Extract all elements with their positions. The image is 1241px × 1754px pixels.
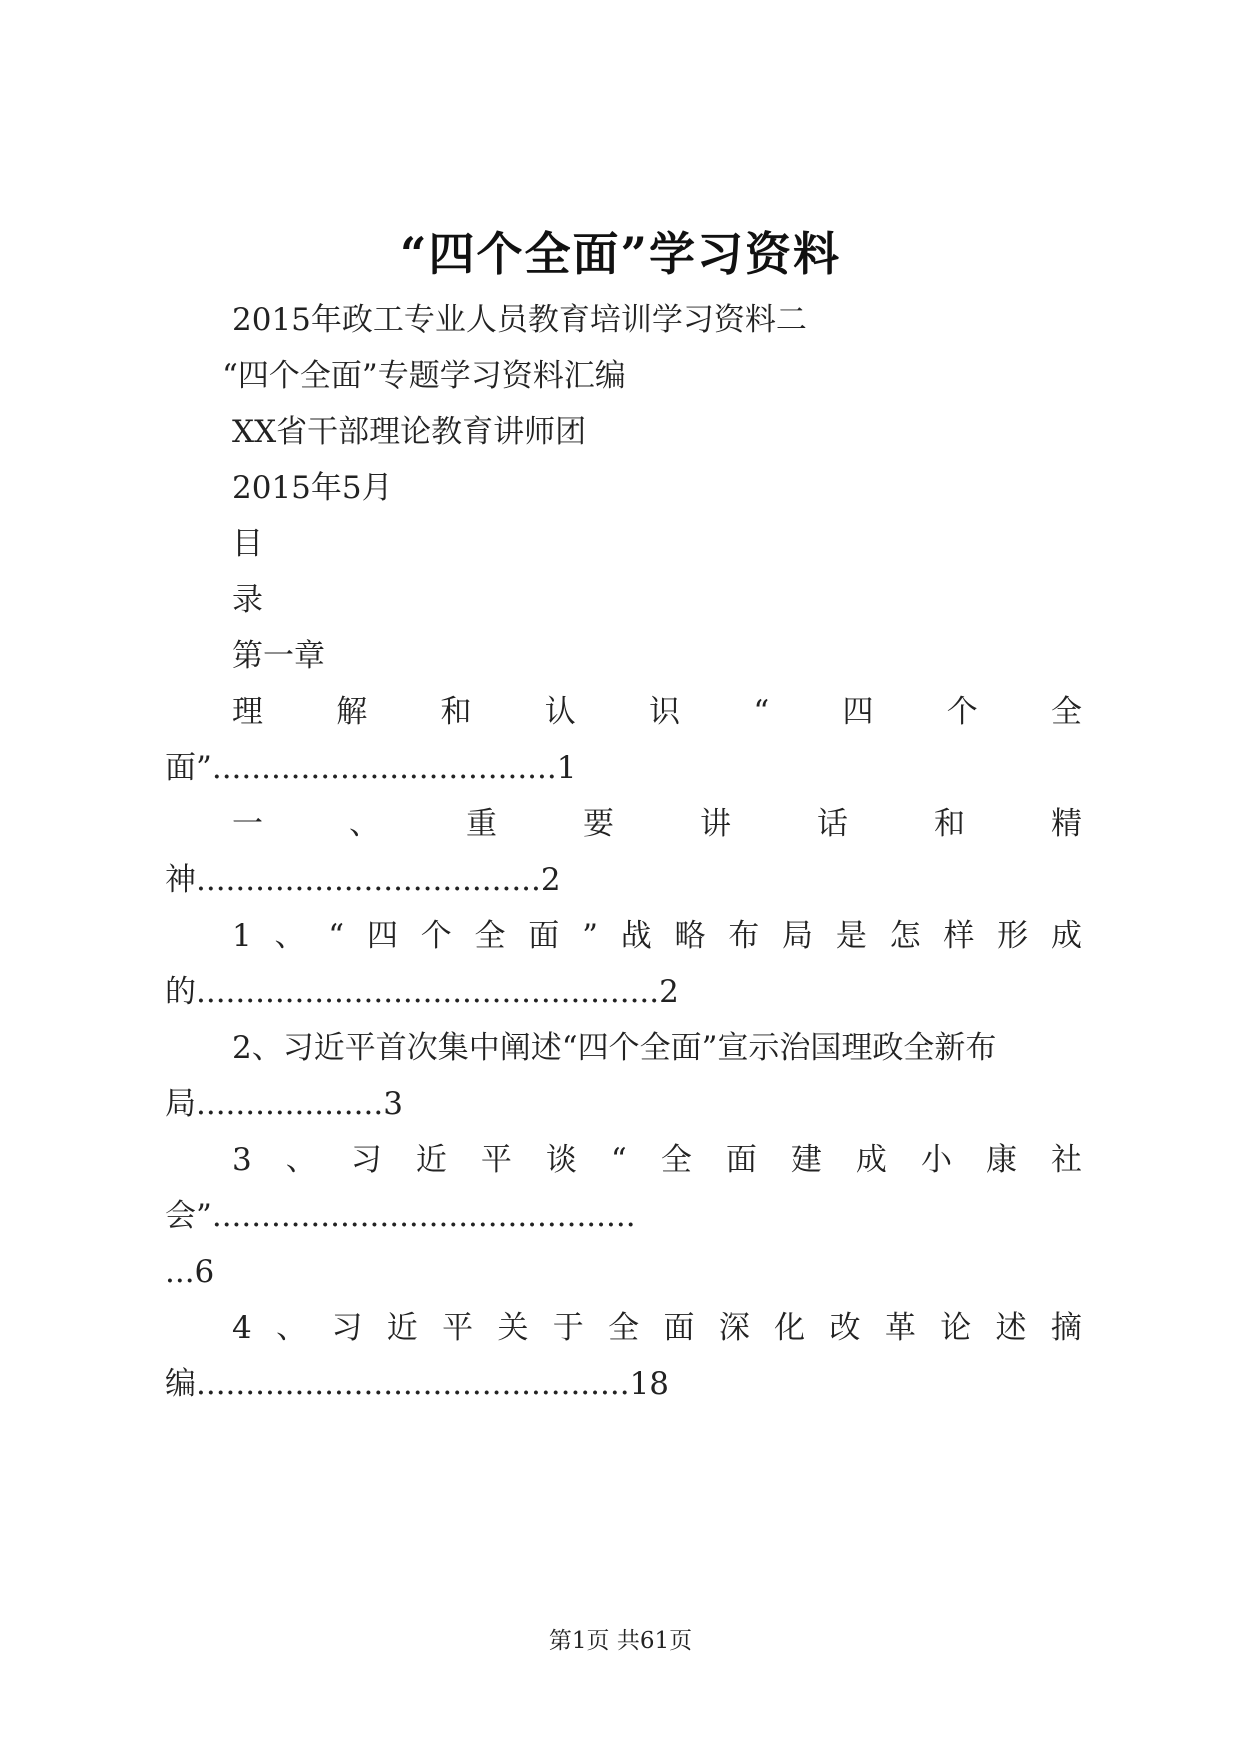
toc-spaced-char: 面 [528,918,560,954]
toc-entry-3-tail: 的...............................................2 [165,974,679,1010]
toc-spaced-char: 识 [649,694,681,730]
toc-spaced-char: 1 [232,918,252,954]
toc-spaced-char: 近 [386,1310,418,1346]
toc-spaced-char: 全 [608,1310,640,1346]
toc-spaced-char: 平 [480,1142,512,1178]
toc-spaced-char: 革 [884,1310,916,1346]
toc-spaced-char: 全 [1050,694,1082,730]
toc-entry-5-tail-continued: ...6 [165,1254,215,1290]
toc-spaced-char: 战 [620,918,652,954]
toc-entry-2-line [232,802,1082,846]
toc-spaced-char: 和 [440,694,472,730]
toc-entry-2-tail: 神...................................2 [165,862,561,898]
toc-spaced-char: 布 [728,918,760,954]
toc-spaced-char: 康 [985,1142,1017,1178]
toc-spaced-char: 全 [474,918,506,954]
toc-spaced-char: 成 [1050,918,1082,954]
toc-spaced-char: 四 [366,918,398,954]
toc-entry-4-tail: 局...................3 [165,1086,403,1122]
toc-spaced-char: 全 [660,1142,692,1178]
toc-spaced-char: 近 [415,1142,447,1178]
toc-spaced-char: 怎 [889,918,921,954]
toc-spaced-char: 习 [331,1310,363,1346]
subtitle-training-material: 2015年政工专业人员教育培训学习资料二 [232,302,807,338]
toc-spaced-char: 化 [774,1310,806,1346]
toc-entry-3-line [232,914,1082,958]
toc-spaced-char: 样 [943,918,975,954]
document-title: “四个全面”学习资料 [400,227,841,281]
toc-spaced-char: 、 [276,1310,308,1346]
toc-spaced-char: 个 [946,694,978,730]
toc-spaced-char: ” [582,918,598,954]
toc-spaced-char: 4 [232,1310,252,1346]
toc-spaced-char: 、 [285,1142,317,1178]
toc-spaced-char: 面 [725,1142,757,1178]
toc-spaced-char: 是 [835,918,867,954]
toc-spaced-char: 论 [940,1310,972,1346]
toc-entry-5-tail: 会”........................................... [165,1198,636,1234]
toc-spaced-char: 平 [442,1310,474,1346]
toc-spaced-char: “ [610,1142,627,1178]
toc-entry-5-line [232,1138,1082,1182]
date-line: 2015年5月 [232,470,393,506]
toc-spaced-char: 社 [1051,1142,1082,1178]
toc-heading-part1: 目 [232,526,263,562]
toc-heading-part2: 录 [232,582,263,618]
toc-spaced-char: 习 [350,1142,382,1178]
toc-spaced-char: 形 [997,918,1029,954]
toc-spaced-char: 一 [232,806,263,842]
issuer-line: XX省干部理论教育讲师团 [232,414,587,450]
toc-spaced-char: 面 [663,1310,695,1346]
toc-spaced-char: 述 [995,1310,1027,1346]
chapter-heading: 第一章 [232,638,325,674]
toc-spaced-char: 谈 [545,1142,577,1178]
toc-spaced-char: 关 [497,1310,529,1346]
toc-spaced-char: 、 [349,806,380,842]
toc-entry-6-tail: 编............................................18 [165,1366,670,1402]
toc-spaced-char: 建 [790,1142,822,1178]
toc-spaced-char: 精 [1051,806,1082,842]
toc-spaced-char: 深 [718,1310,750,1346]
toc-spaced-char: 和 [934,806,965,842]
toc-spaced-char: “ [753,694,770,730]
toc-spaced-char: 改 [829,1310,861,1346]
toc-entry-1-tail: 面”...................................1 [165,750,577,786]
toc-spaced-char: 于 [552,1310,584,1346]
toc-spaced-char: 认 [544,694,576,730]
toc-spaced-char: 要 [583,806,614,842]
toc-entry-4-line: 2、习近平首次集中阐述“四个全面”宣示治国理政全新布 [232,1030,997,1066]
toc-spaced-char: 解 [336,694,368,730]
subtitle-compilation: “四个全面”专题学习资料汇编 [222,358,626,394]
toc-spaced-char: 略 [674,918,706,954]
toc-spaced-char: 小 [920,1142,952,1178]
toc-spaced-char: 重 [466,806,497,842]
toc-spaced-char: 、 [274,918,306,954]
toc-spaced-char: 成 [855,1142,887,1178]
toc-spaced-char: 局 [782,918,814,954]
toc-spaced-char: 话 [817,806,848,842]
toc-spaced-char: 四 [842,694,874,730]
toc-spaced-char: 个 [420,918,452,954]
toc-entry-1-line [232,690,1082,734]
toc-spaced-char: 3 [232,1142,252,1178]
toc-spaced-char: 摘 [1050,1310,1082,1346]
toc-spaced-char: 理 [232,694,263,730]
toc-spaced-char: “ [328,918,345,954]
toc-spaced-char: 讲 [700,806,731,842]
page-footer: 第1页 共61页 [548,1628,693,1654]
toc-entry-6-line [232,1306,1082,1350]
